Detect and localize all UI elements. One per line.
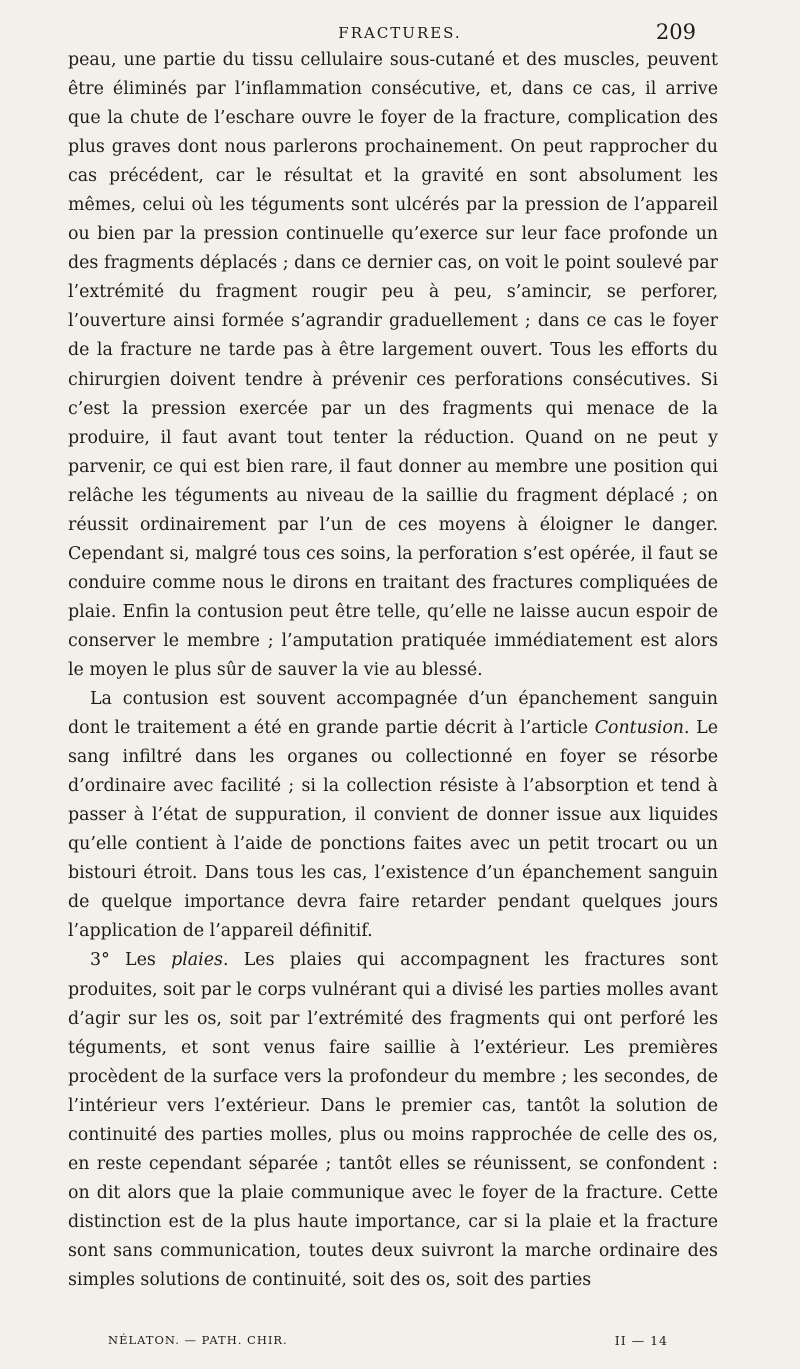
section-number: 3° Les [90, 950, 172, 971]
running-head [0, 20, 800, 46]
paragraph-text: La contusion est souvent accompagnée d’un épanchement sanguin dont le traitement a été en grande partie décrit à l’article [68, 689, 718, 739]
paragraph-eschare: peau, une partie du tissu cellulaire sous-cutané et des muscles, peuvent être éliminés par l’inflammation consécutive, et, dans ce cas, il arrive que la chute de l’eschare ouvre le foyer de la fracture, complication des plus graves dont nous parlerons prochainement. On peut rapprocher du cas précédent, car le résultat et la gravité en sont absolument les mêmes, celui où les téguments sont ulcérés par la pression de l’appareil ou bien par la pression continuelle qu’exerce sur leur face profonde un des fragments déplacés ; dans ce dernier cas, on voit le point soulevé par l’extrémité du fragment rougir peu à peu, s’amincir, se perforer, l’ouverture ainsi formée s’agrandir graduellement ; dans ce cas le foyer de la fracture ne tarde pas à être largement ouvert. Tous les efforts du chirurgien doivent tendre à prévenir ces perforations consécutives. Si c’est la pression exercée par un des fragments qui menace de la produire, il faut avant tout tenter la réduction. Quand on ne peut y parvenir, ce qui est bien rare, il faut donner au membre une position qui relâche les téguments au niveau de la saillie du fragment déplacé ; on réussit ordinairement par l’un de ces moyens à éloigner le danger. Cependant si, malgré tous ces soins, la perforation s’est opérée, il faut se conduire comme nous le dirons en traitant des fractures compliquées de plaie. Enfin la contusion peut être telle, qu’elle ne laisse aucun espoir de conserver le membre ; l’amputation pratiquée immédiatement est alors le moyen le plus sûr de sauver la vie au blessé. [68, 50, 718, 680]
signature-left: NÉLATON. — PATH. CHIR. [108, 1333, 288, 1347]
paragraph-epanchement [68, 685, 718, 946]
signature-right: II — 14 [614, 1333, 668, 1348]
signature-line [108, 1330, 668, 1352]
page-number: 209 [655, 20, 696, 44]
paragraph-text: . Le sang infiltré dans les organes ou collectionné en foyer se résorbe d’ordinaire avec facilité ; si la collection résiste à l’absorption et tend à passer à l’état de suppuration, il convient de donner issue aux liquides qu’elle contient à l’aide de ponctions faites avec un petit trocart ou un bistouri étroit. Dans tous les cas, l’existence d’un épanchement sanguin de quelque importance devra faire retarder pendant quelques jours l’application de l’appareil définitif. [68, 718, 718, 942]
body-text [68, 46, 718, 1295]
paragraph-plaies [68, 946, 718, 1295]
section-heading: plaies [171, 950, 223, 971]
running-title: FRACTURES. [338, 24, 462, 42]
cross-reference: Contusion [594, 718, 685, 739]
paragraph-text: . Les plaies qui accompagnent les fractures sont produites, soit par le corps vulnérant qui a divisé les parties molles avant d’agir sur les os, soit par l’extrémité des fragments qui ont perforé les téguments, et sont venus faire saillie à l’extérieur. Les premières procèdent de la surface vers la profondeur du membre ; les secondes, de l’intérieur vers l’extérieur. Dans le premier cas, tantôt la solution de continuité des parties molles, plus ou moins rapprochée de celle des os, en reste cependant séparée ; tantôt elles se réunissent, se confondent : on dit alors que la plaie communique avec le foyer de la fracture. Cette distinction est de la plus haute importance, car si la plaie et la fracture sont sans communication, toutes deux suivront la marche ordinaire des simples solutions de continuité, soit des os, soit des parties [68, 950, 718, 1290]
